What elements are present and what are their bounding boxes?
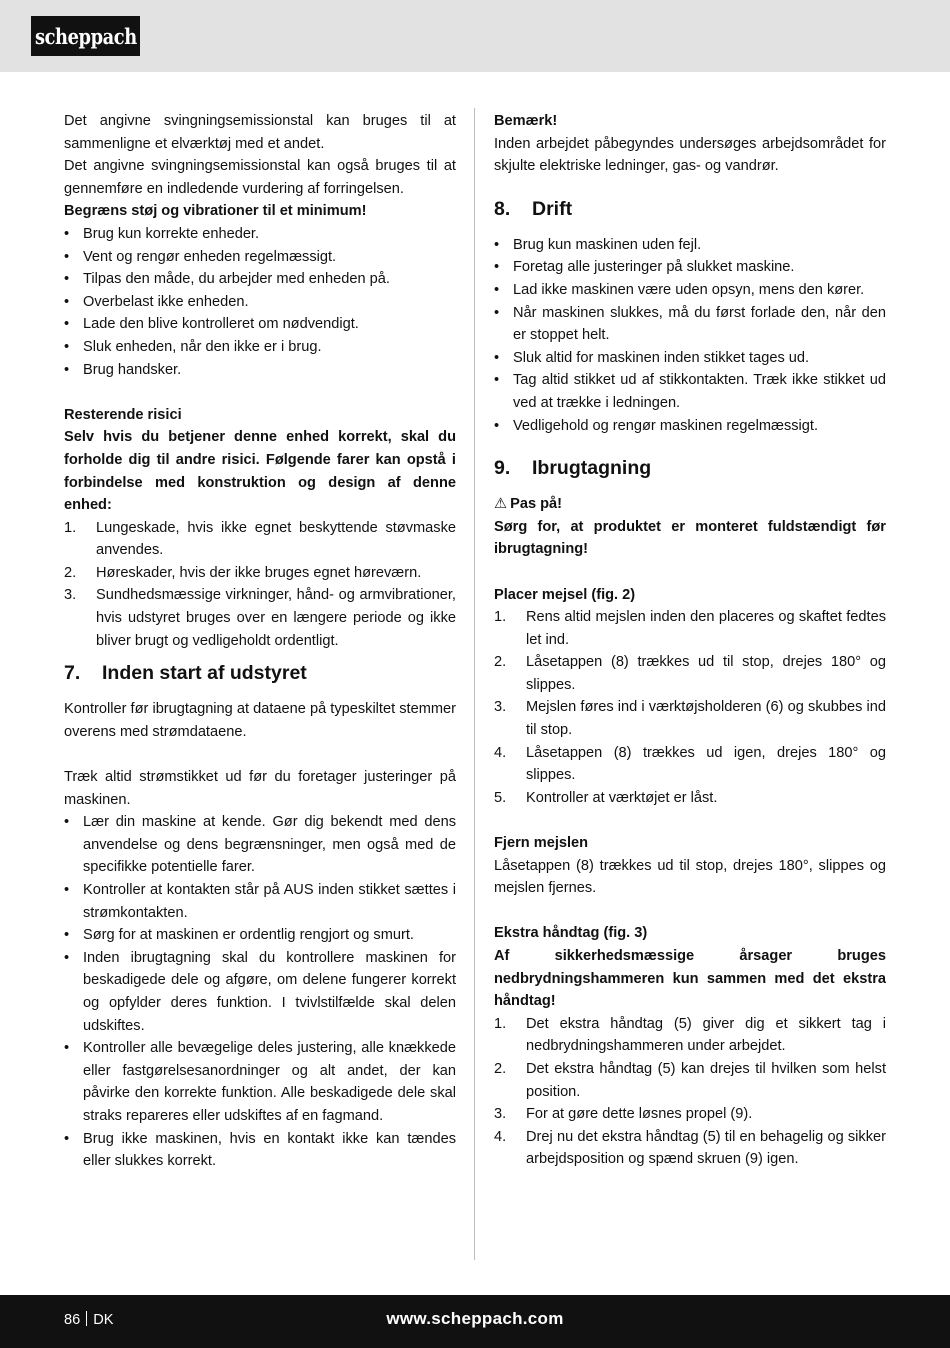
list-item: 4. Låsetappen (8) trækkes ud igen, drejes 180° og slippes. [494,744,886,784]
section-title: Inden start af udstyret [102,662,307,685]
page-footer [0,1295,950,1348]
risks-list [64,517,456,653]
list-item: • Brug ikke maskinen, hvis en kontakt ikke kan tændes eller slukkes korrekt. [64,1130,456,1170]
warning-text: Sørg for, at produktet er monteret fuldstændigt før ibrugtagning! [494,518,886,558]
list-item: • Brug kun korrekte enheder. [64,225,260,242]
list-item: • Foretag alle justeringer på slukket maskine. [494,259,795,276]
list-item: • Kontroller at kontakten står på AUS inden stikket sættes i strømkontakten. [64,882,456,921]
list-item: 3. Mejslen føres ind i værktøjsholderen (6) og skubbes ind til stop. [494,699,886,739]
sec7-list [64,811,456,1173]
handle-heading: Ekstra håndtag (fig. 3) [494,925,648,942]
handle-intro: Af sikkerhedsmæssige årsager bruges nedbrydningshammeren kun sammen med det ekstra håndtag! [494,948,886,1010]
list-item: 2. Låsetappen (8) trækkes ud til stop, drejes 180° og slippes. [494,654,886,693]
section-9-heading [494,437,886,493]
sec8-list [494,234,886,437]
section-8-heading [494,178,886,234]
list-item: • Når maskinen slukkes, må du først forlade den, når den er stoppet helt. [494,304,886,344]
list-item: • Vent og rengør enheden regelmæssigt. [64,248,337,265]
list-item: 1. Rens altid mejslen inden den placeres og skaftet fedtes let ind. [494,609,886,648]
list-item: • Overbelast ikke enheden. [64,293,249,310]
list-item: 3. Sundhedsmæssige virkninger, hånd- og armvibrationer, hvis udstyret bruges over en længere periode og ikke bliver brugt og vedligeholdt ordentligt. [64,587,456,649]
list-item: • Kontroller alle bevægelige deles justering, alle knækkede eller fastgørelsesanordninger og alt andet, der kan påvirke den korrekte funktion. Alle beskadigede dele skal straks repareres eller udskiftes af en fagmand. [64,1040,456,1124]
handle-list [494,1013,886,1171]
section-number: 9. [494,457,511,480]
list-item: • Brug kun maskinen uden fejl. [494,236,702,253]
remove-text: Låsetappen (8) trækkes ud til stop, drejes 180°, slippes og mejslen fjernes. [494,857,886,897]
list-item: • Vedligehold og rengør maskinen regelmæssigt. [494,417,819,434]
list-item: 5. Kontroller at værktøjet er låst. [494,789,718,806]
remove-heading: Fjern mejslen [494,835,589,852]
list-item: • Inden ibrugtagning skal du kontrollere maskinen for beskadigede dele og afgøre, om delene fungerer korrekt og opfylder deres funktion. I tvivlstilfælde skal delen udskiftes. [64,949,456,1034]
section-title: Ibrugtagning [532,457,652,480]
section-number: 7. [64,662,81,685]
sec7-paragraph-1: Kontroller før ibrugtagning at dataene på typeskiltet stemmer overens med strømdataene. [64,701,456,740]
warning-icon: ⚠ [494,496,508,513]
list-item: • Sluk altid for maskinen inden stikket tages ud. [494,349,810,366]
risks-heading: Resterende risici [64,406,182,423]
list-item: 2. Høreskader, hvis der ikke bruges egnet høreværn. [64,564,422,581]
risks-intro: Selv hvis du betjener denne enhed korrekt, skal du forholde dig til andre risici. Følgende farer kan opstå i forbindelse med konstruktion og design af denne enhed: [64,429,456,514]
warning-label: ⚠ Pas på! [494,493,886,516]
list-item: 1. Lungeskade, hvis ikke egnet beskyttende støvmaske anvendes. [64,519,456,559]
intro-paragraph-2: Det angivne svingningsemissionstal kan også bruges til at gennemføre en indledende vurdering af forringelsen. [64,158,456,197]
list-item: • Tilpas den måde, du arbejder med enheden på. [64,271,390,288]
list-item: 2. Det ekstra håndtag (5) kan drejes til hvilken som helst position. [494,1060,886,1100]
minimize-list [64,223,456,381]
page-number: 86 [64,1312,81,1328]
page-header [0,0,950,72]
minimize-heading: Begræns støj og vibrationer til et minimum! [64,203,367,220]
list-item: • Sørg for at maskinen er ordentlig rengjort og smurt. [64,927,414,944]
section-7-heading [64,652,456,698]
footer-url: www.scheppach.com [386,1309,564,1328]
note-text: Inden arbejdet påbegyndes undersøges arbejdsområdet for skjulte elektriske ledninger, gas- og vandrør. [494,135,886,175]
note-heading: Bemærk! [494,113,558,129]
list-item: 1. Det ekstra håndtag (5) giver dig et sikkert tag i nedbrydningshammeren under arbejdet. [494,1015,886,1055]
list-item: • Lær din maskine at kende. Gør dig bekendt med dens anvendelse og dens begrænsninger, men også med de specifikke potentielle farer. [64,814,456,876]
column-divider [474,108,475,1260]
brand-logo-text: scheppach [34,23,137,49]
chisel-heading: Placer mejsel (fig. 2) [494,586,636,603]
brand-logo [31,16,140,56]
chisel-list [494,606,886,809]
list-item: • Tag altid stikket ud af stikkontakten. Træk ikke stikket ud ved at trække i ledningen. [494,372,886,411]
section-number: 8. [494,197,511,220]
list-item: • Brug handsker. [64,361,182,378]
right-column [494,110,886,1171]
left-column [64,110,456,1173]
list-item: • Lad ikke maskinen være uden opsyn, mens den kører. [494,281,865,298]
section-title: Drift [532,197,573,220]
list-item: 3. For at gøre dette løsnes propel (9). [494,1106,753,1123]
sec7-paragraph-2: Træk altid strømstikket ud før du foretager justeringer på maskinen. [64,769,456,808]
list-item: • Sluk enheden, når den ikke er i brug. [64,338,322,355]
list-item: 4. Drej nu det ekstra håndtag (5) til en behagelig og sikker arbejdsposition og spænd skruen (9) igen. [494,1128,886,1168]
intro-paragraph-1: Det angivne svingningsemissionstal kan bruges til at sammenligne et elværktøj med et andet. [64,113,456,152]
language-code: DK [93,1312,114,1328]
list-item: • Lade den blive kontrolleret om nødvendigt. [64,316,359,333]
